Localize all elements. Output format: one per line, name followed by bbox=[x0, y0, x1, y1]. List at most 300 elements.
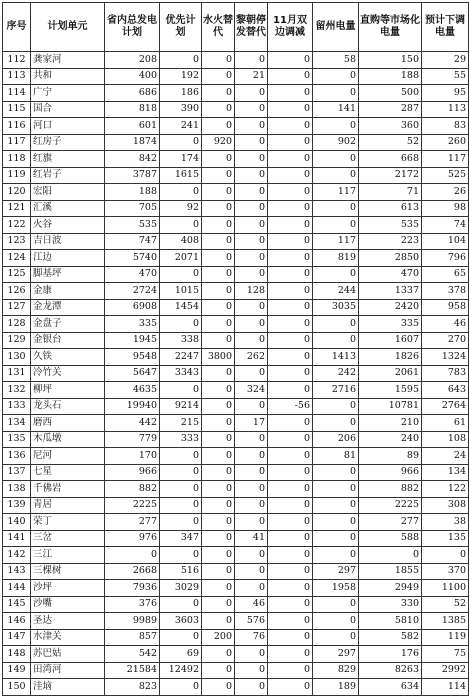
cell-total-plan: 747 bbox=[105, 233, 160, 250]
header-bilateral-reduction: 11月双边调减 bbox=[268, 3, 313, 52]
cell-plan-unit: 金康 bbox=[31, 283, 105, 300]
cell-total-plan: 376 bbox=[105, 596, 160, 613]
cell-index: 140 bbox=[3, 514, 31, 531]
cell-index: 136 bbox=[3, 448, 31, 465]
cell-bilateral-reduction: 0 bbox=[268, 167, 313, 184]
cell-retained: 117 bbox=[313, 233, 359, 250]
cell-bilateral-reduction: 0 bbox=[268, 481, 313, 498]
cell-bilateral-reduction: 0 bbox=[268, 596, 313, 613]
cell-plan-unit: 火谷 bbox=[31, 217, 105, 234]
cell-priority-plan: 516 bbox=[160, 563, 202, 580]
cell-index: 118 bbox=[3, 151, 31, 168]
cell-priority-plan: 1615 bbox=[160, 167, 202, 184]
cell-bilateral-reduction: 0 bbox=[268, 497, 313, 514]
cell-expected-reduction: 1385 bbox=[422, 613, 469, 630]
cell-index: 139 bbox=[3, 497, 31, 514]
table-row bbox=[3, 497, 469, 514]
cell-priority-plan: 0 bbox=[160, 184, 202, 201]
cell-market: 0 bbox=[359, 547, 422, 564]
cell-shutdown-sub: 128 bbox=[235, 283, 268, 300]
cell-priority-plan: 215 bbox=[160, 415, 202, 432]
cell-total-plan: 966 bbox=[105, 464, 160, 481]
cell-hydro-thermal: 0 bbox=[202, 679, 235, 696]
cell-plan-unit: 河口 bbox=[31, 118, 105, 135]
cell-hydro-thermal: 0 bbox=[202, 316, 235, 333]
cell-hydro-thermal: 0 bbox=[202, 217, 235, 234]
table-row bbox=[3, 200, 469, 217]
cell-index: 124 bbox=[3, 250, 31, 267]
cell-expected-reduction: 796 bbox=[422, 250, 469, 267]
cell-retained: 0 bbox=[313, 151, 359, 168]
cell-total-plan: 823 bbox=[105, 679, 160, 696]
cell-hydro-thermal: 0 bbox=[202, 233, 235, 250]
cell-shutdown-sub: 0 bbox=[235, 398, 268, 415]
cell-bilateral-reduction: 0 bbox=[268, 448, 313, 465]
cell-priority-plan: 0 bbox=[160, 134, 202, 151]
cell-priority-plan: 347 bbox=[160, 530, 202, 547]
cell-shutdown-sub: 0 bbox=[235, 200, 268, 217]
cell-market: 240 bbox=[359, 431, 422, 448]
cell-retained: 0 bbox=[313, 629, 359, 646]
cell-market: 1595 bbox=[359, 382, 422, 399]
cell-market: 330 bbox=[359, 596, 422, 613]
cell-hydro-thermal: 0 bbox=[202, 448, 235, 465]
cell-retained: 0 bbox=[313, 530, 359, 547]
cell-retained: 2716 bbox=[313, 382, 359, 399]
cell-hydro-thermal: 0 bbox=[202, 464, 235, 481]
table-row bbox=[3, 563, 469, 580]
cell-shutdown-sub: 0 bbox=[235, 547, 268, 564]
table-row bbox=[3, 448, 469, 465]
cell-priority-plan: 69 bbox=[160, 646, 202, 663]
cell-bilateral-reduction: 0 bbox=[268, 200, 313, 217]
cell-priority-plan: 0 bbox=[160, 382, 202, 399]
cell-total-plan: 882 bbox=[105, 481, 160, 498]
cell-retained: 0 bbox=[313, 167, 359, 184]
cell-expected-reduction: 38 bbox=[422, 514, 469, 531]
cell-priority-plan: 3343 bbox=[160, 365, 202, 382]
cell-market: 5810 bbox=[359, 613, 422, 630]
cell-bilateral-reduction: 0 bbox=[268, 101, 313, 118]
cell-bilateral-reduction: 0 bbox=[268, 85, 313, 102]
cell-priority-plan: 0 bbox=[160, 514, 202, 531]
cell-index: 125 bbox=[3, 266, 31, 283]
cell-plan-unit: 宏阳 bbox=[31, 184, 105, 201]
cell-shutdown-sub: 0 bbox=[235, 233, 268, 250]
cell-expected-reduction: 2992 bbox=[422, 662, 469, 679]
cell-bilateral-reduction: 0 bbox=[268, 184, 313, 201]
cell-bilateral-reduction: 0 bbox=[268, 646, 313, 663]
table-header bbox=[3, 3, 469, 52]
header-row bbox=[3, 3, 469, 52]
cell-hydro-thermal: 0 bbox=[202, 662, 235, 679]
cell-hydro-thermal: 0 bbox=[202, 580, 235, 597]
cell-index: 141 bbox=[3, 530, 31, 547]
cell-priority-plan: 2247 bbox=[160, 349, 202, 366]
cell-market: 1337 bbox=[359, 283, 422, 300]
cell-retained: 58 bbox=[313, 52, 359, 69]
cell-bilateral-reduction: 0 bbox=[268, 118, 313, 135]
cell-index: 143 bbox=[3, 563, 31, 580]
cell-index: 134 bbox=[3, 415, 31, 432]
cell-hydro-thermal: 0 bbox=[202, 68, 235, 85]
cell-bilateral-reduction: 0 bbox=[268, 68, 313, 85]
cell-plan-unit: 柳坪 bbox=[31, 382, 105, 399]
cell-total-plan: 705 bbox=[105, 200, 160, 217]
cell-priority-plan: 2071 bbox=[160, 250, 202, 267]
cell-expected-reduction: 270 bbox=[422, 332, 469, 349]
cell-market: 52 bbox=[359, 134, 422, 151]
cell-plan-unit: 脚基坪 bbox=[31, 266, 105, 283]
cell-index: 133 bbox=[3, 398, 31, 415]
cell-hydro-thermal: 0 bbox=[202, 200, 235, 217]
cell-expected-reduction: 24 bbox=[422, 448, 469, 465]
cell-bilateral-reduction: 0 bbox=[268, 629, 313, 646]
cell-market: 2225 bbox=[359, 497, 422, 514]
cell-priority-plan: 241 bbox=[160, 118, 202, 135]
table-row bbox=[3, 151, 469, 168]
cell-bilateral-reduction: 0 bbox=[268, 547, 313, 564]
table-row bbox=[3, 332, 469, 349]
cell-plan-unit: 国合 bbox=[31, 101, 105, 118]
cell-shutdown-sub: 46 bbox=[235, 596, 268, 613]
cell-market: 1826 bbox=[359, 349, 422, 366]
cell-market: 582 bbox=[359, 629, 422, 646]
cell-plan-unit: 三岔 bbox=[31, 530, 105, 547]
table-row bbox=[3, 547, 469, 564]
cell-retained: 0 bbox=[313, 514, 359, 531]
cell-retained: 902 bbox=[313, 134, 359, 151]
cell-expected-reduction: 122 bbox=[422, 481, 469, 498]
cell-plan-unit: 沙嘴 bbox=[31, 596, 105, 613]
cell-bilateral-reduction: 0 bbox=[268, 662, 313, 679]
cell-plan-unit: 青居 bbox=[31, 497, 105, 514]
cell-retained: 141 bbox=[313, 101, 359, 118]
cell-retained: 829 bbox=[313, 662, 359, 679]
cell-expected-reduction: 55 bbox=[422, 68, 469, 85]
cell-market: 470 bbox=[359, 266, 422, 283]
cell-index: 115 bbox=[3, 101, 31, 118]
table-row bbox=[3, 233, 469, 250]
cell-hydro-thermal: 0 bbox=[202, 431, 235, 448]
header-retained-electricity: 留州电量 bbox=[313, 3, 359, 52]
cell-plan-unit: 久铁 bbox=[31, 349, 105, 366]
cell-total-plan: 779 bbox=[105, 431, 160, 448]
cell-total-plan: 542 bbox=[105, 646, 160, 663]
plan-table bbox=[2, 2, 469, 696]
cell-hydro-thermal: 0 bbox=[202, 250, 235, 267]
table-row bbox=[3, 118, 469, 135]
cell-index: 146 bbox=[3, 613, 31, 630]
cell-market: 335 bbox=[359, 316, 422, 333]
cell-plan-unit: 圣达 bbox=[31, 613, 105, 630]
cell-plan-unit: 荣丁 bbox=[31, 514, 105, 531]
cell-index: 131 bbox=[3, 365, 31, 382]
cell-priority-plan: 0 bbox=[160, 316, 202, 333]
cell-bilateral-reduction: 0 bbox=[268, 299, 313, 316]
table-row bbox=[3, 184, 469, 201]
cell-market: 2949 bbox=[359, 580, 422, 597]
cell-bilateral-reduction: 0 bbox=[268, 266, 313, 283]
cell-bilateral-reduction: 0 bbox=[268, 382, 313, 399]
cell-total-plan: 1874 bbox=[105, 134, 160, 151]
cell-bilateral-reduction: 0 bbox=[268, 415, 313, 432]
cell-hydro-thermal: 0 bbox=[202, 415, 235, 432]
cell-index: 112 bbox=[3, 52, 31, 69]
cell-expected-reduction: 260 bbox=[422, 134, 469, 151]
cell-market: 1607 bbox=[359, 332, 422, 349]
cell-index: 137 bbox=[3, 464, 31, 481]
cell-plan-unit: 红房子 bbox=[31, 134, 105, 151]
cell-shutdown-sub: 0 bbox=[235, 101, 268, 118]
cell-market: 535 bbox=[359, 217, 422, 234]
table-row bbox=[3, 68, 469, 85]
cell-market: 2420 bbox=[359, 299, 422, 316]
cell-priority-plan: 1454 bbox=[160, 299, 202, 316]
cell-priority-plan: 0 bbox=[160, 217, 202, 234]
cell-bilateral-reduction: 0 bbox=[268, 464, 313, 481]
cell-priority-plan: 186 bbox=[160, 85, 202, 102]
table-row bbox=[3, 365, 469, 382]
cell-market: 71 bbox=[359, 184, 422, 201]
cell-expected-reduction: 26 bbox=[422, 184, 469, 201]
cell-expected-reduction: 308 bbox=[422, 497, 469, 514]
cell-index: 132 bbox=[3, 382, 31, 399]
cell-expected-reduction: 65 bbox=[422, 266, 469, 283]
cell-expected-reduction: 46 bbox=[422, 316, 469, 333]
cell-expected-reduction: 113 bbox=[422, 101, 469, 118]
cell-expected-reduction: 52 bbox=[422, 596, 469, 613]
cell-index: 128 bbox=[3, 316, 31, 333]
cell-expected-reduction: 643 bbox=[422, 382, 469, 399]
cell-market: 882 bbox=[359, 481, 422, 498]
cell-total-plan: 535 bbox=[105, 217, 160, 234]
cell-bilateral-reduction: 0 bbox=[268, 233, 313, 250]
table-row bbox=[3, 629, 469, 646]
cell-total-plan: 470 bbox=[105, 266, 160, 283]
cell-plan-unit: 木瓜墩 bbox=[31, 431, 105, 448]
cell-hydro-thermal: 920 bbox=[202, 134, 235, 151]
header-index: 序号 bbox=[3, 3, 31, 52]
cell-expected-reduction: 61 bbox=[422, 415, 469, 432]
cell-retained: 0 bbox=[313, 200, 359, 217]
header-hydro-thermal-substitution: 水火替代 bbox=[202, 3, 235, 52]
cell-index: 121 bbox=[3, 200, 31, 217]
cell-retained: 297 bbox=[313, 563, 359, 580]
header-priority-plan: 优先计划 bbox=[160, 3, 202, 52]
table-row bbox=[3, 530, 469, 547]
cell-expected-reduction: 98 bbox=[422, 200, 469, 217]
cell-plan-unit: 龚家河 bbox=[31, 52, 105, 69]
cell-retained: 0 bbox=[313, 68, 359, 85]
cell-total-plan: 5647 bbox=[105, 365, 160, 382]
cell-shutdown-sub: 0 bbox=[235, 250, 268, 267]
cell-market: 188 bbox=[359, 68, 422, 85]
cell-shutdown-sub: 0 bbox=[235, 151, 268, 168]
cell-bilateral-reduction: 0 bbox=[268, 679, 313, 696]
cell-shutdown-sub: 17 bbox=[235, 415, 268, 432]
cell-retained: 0 bbox=[313, 596, 359, 613]
cell-total-plan: 208 bbox=[105, 52, 160, 69]
cell-priority-plan: 0 bbox=[160, 266, 202, 283]
cell-total-plan: 818 bbox=[105, 101, 160, 118]
table-row bbox=[3, 217, 469, 234]
cell-expected-reduction: 958 bbox=[422, 299, 469, 316]
cell-retained: 1958 bbox=[313, 580, 359, 597]
cell-market: 500 bbox=[359, 85, 422, 102]
cell-bilateral-reduction: 0 bbox=[268, 530, 313, 547]
cell-hydro-thermal: 0 bbox=[202, 184, 235, 201]
cell-expected-reduction: 378 bbox=[422, 283, 469, 300]
cell-hydro-thermal: 200 bbox=[202, 629, 235, 646]
cell-total-plan: 5740 bbox=[105, 250, 160, 267]
cell-index: 122 bbox=[3, 217, 31, 234]
cell-priority-plan: 174 bbox=[160, 151, 202, 168]
cell-priority-plan: 0 bbox=[160, 679, 202, 696]
cell-total-plan: 9548 bbox=[105, 349, 160, 366]
cell-hydro-thermal: 0 bbox=[202, 283, 235, 300]
cell-hydro-thermal: 0 bbox=[202, 332, 235, 349]
cell-total-plan: 976 bbox=[105, 530, 160, 547]
cell-bilateral-reduction: 0 bbox=[268, 52, 313, 69]
cell-expected-reduction: 783 bbox=[422, 365, 469, 382]
cell-market: 360 bbox=[359, 118, 422, 135]
cell-bilateral-reduction: 0 bbox=[268, 431, 313, 448]
cell-hydro-thermal: 0 bbox=[202, 497, 235, 514]
cell-shutdown-sub: 0 bbox=[235, 134, 268, 151]
cell-market: 176 bbox=[359, 646, 422, 663]
cell-retained: 244 bbox=[313, 283, 359, 300]
header-shutdown-substitution: 黎朝停发替代 bbox=[235, 3, 268, 52]
cell-market: 287 bbox=[359, 101, 422, 118]
cell-retained: 0 bbox=[313, 613, 359, 630]
cell-retained: 117 bbox=[313, 184, 359, 201]
cell-shutdown-sub: 0 bbox=[235, 167, 268, 184]
cell-priority-plan: 0 bbox=[160, 52, 202, 69]
cell-hydro-thermal: 0 bbox=[202, 365, 235, 382]
cell-market: 2850 bbox=[359, 250, 422, 267]
table-row bbox=[3, 134, 469, 151]
cell-priority-plan: 9214 bbox=[160, 398, 202, 415]
cell-total-plan: 1945 bbox=[105, 332, 160, 349]
cell-priority-plan: 0 bbox=[160, 547, 202, 564]
cell-index: 142 bbox=[3, 547, 31, 564]
cell-retained: 1413 bbox=[313, 349, 359, 366]
table-row bbox=[3, 613, 469, 630]
cell-expected-reduction: 0 bbox=[422, 547, 469, 564]
cell-expected-reduction: 95 bbox=[422, 85, 469, 102]
cell-shutdown-sub: 21 bbox=[235, 68, 268, 85]
cell-retained: 206 bbox=[313, 431, 359, 448]
cell-total-plan: 2724 bbox=[105, 283, 160, 300]
table-body bbox=[3, 52, 469, 696]
cell-market: 223 bbox=[359, 233, 422, 250]
cell-expected-reduction: 75 bbox=[422, 646, 469, 663]
cell-retained: 0 bbox=[313, 481, 359, 498]
cell-index: 148 bbox=[3, 646, 31, 663]
cell-market: 2172 bbox=[359, 167, 422, 184]
header-expected-reduction: 预计下调电量 bbox=[422, 3, 469, 52]
cell-plan-unit: 共和 bbox=[31, 68, 105, 85]
cell-priority-plan: 0 bbox=[160, 497, 202, 514]
cell-hydro-thermal: 0 bbox=[202, 613, 235, 630]
cell-hydro-thermal: 0 bbox=[202, 514, 235, 531]
cell-shutdown-sub: 262 bbox=[235, 349, 268, 366]
cell-index: 114 bbox=[3, 85, 31, 102]
table-row bbox=[3, 514, 469, 531]
cell-market: 10781 bbox=[359, 398, 422, 415]
cell-priority-plan: 390 bbox=[160, 101, 202, 118]
cell-plan-unit: 尼河 bbox=[31, 448, 105, 465]
table-row bbox=[3, 415, 469, 432]
cell-hydro-thermal: 0 bbox=[202, 382, 235, 399]
cell-total-plan: 686 bbox=[105, 85, 160, 102]
cell-index: 149 bbox=[3, 662, 31, 679]
cell-total-plan: 7936 bbox=[105, 580, 160, 597]
cell-retained: 0 bbox=[313, 464, 359, 481]
cell-hydro-thermal: 0 bbox=[202, 596, 235, 613]
cell-priority-plan: 408 bbox=[160, 233, 202, 250]
cell-shutdown-sub: 0 bbox=[235, 266, 268, 283]
cell-shutdown-sub: 0 bbox=[235, 580, 268, 597]
cell-shutdown-sub: 0 bbox=[235, 299, 268, 316]
cell-retained: 819 bbox=[313, 250, 359, 267]
cell-plan-unit: 三江 bbox=[31, 547, 105, 564]
cell-bilateral-reduction: 0 bbox=[268, 151, 313, 168]
cell-expected-reduction: 370 bbox=[422, 563, 469, 580]
cell-priority-plan: 3603 bbox=[160, 613, 202, 630]
cell-shutdown-sub: 0 bbox=[235, 365, 268, 382]
table-row bbox=[3, 596, 469, 613]
cell-hydro-thermal: 0 bbox=[202, 398, 235, 415]
cell-bilateral-reduction: -56 bbox=[268, 398, 313, 415]
cell-index: 119 bbox=[3, 167, 31, 184]
cell-priority-plan: 192 bbox=[160, 68, 202, 85]
cell-retained: 0 bbox=[313, 497, 359, 514]
header-plan-unit: 计划单元 bbox=[31, 3, 105, 52]
cell-bilateral-reduction: 0 bbox=[268, 365, 313, 382]
cell-total-plan: 0 bbox=[105, 547, 160, 564]
cell-plan-unit: 金银台 bbox=[31, 332, 105, 349]
cell-bilateral-reduction: 0 bbox=[268, 250, 313, 267]
cell-plan-unit: 千佛岩 bbox=[31, 481, 105, 498]
cell-shutdown-sub: 0 bbox=[235, 85, 268, 102]
table-row bbox=[3, 679, 469, 696]
cell-hydro-thermal: 0 bbox=[202, 85, 235, 102]
cell-shutdown-sub: 0 bbox=[235, 679, 268, 696]
table-row bbox=[3, 646, 469, 663]
cell-plan-unit: 水津关 bbox=[31, 629, 105, 646]
cell-bilateral-reduction: 0 bbox=[268, 134, 313, 151]
cell-index: 113 bbox=[3, 68, 31, 85]
table-row bbox=[3, 52, 469, 69]
cell-index: 129 bbox=[3, 332, 31, 349]
cell-expected-reduction: 104 bbox=[422, 233, 469, 250]
cell-hydro-thermal: 0 bbox=[202, 101, 235, 118]
cell-total-plan: 9989 bbox=[105, 613, 160, 630]
cell-plan-unit: 汇溪 bbox=[31, 200, 105, 217]
cell-shutdown-sub: 0 bbox=[235, 464, 268, 481]
cell-retained: 81 bbox=[313, 448, 359, 465]
cell-shutdown-sub: 0 bbox=[235, 497, 268, 514]
cell-priority-plan: 0 bbox=[160, 629, 202, 646]
cell-plan-unit: 红旗 bbox=[31, 151, 105, 168]
cell-shutdown-sub: 0 bbox=[235, 332, 268, 349]
cell-total-plan: 442 bbox=[105, 415, 160, 432]
table-row bbox=[3, 481, 469, 498]
cell-expected-reduction: 135 bbox=[422, 530, 469, 547]
cell-index: 126 bbox=[3, 283, 31, 300]
